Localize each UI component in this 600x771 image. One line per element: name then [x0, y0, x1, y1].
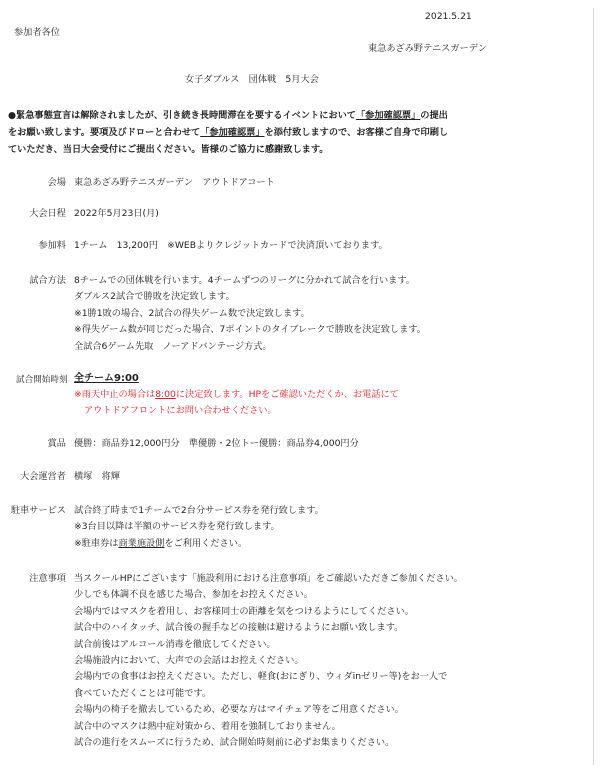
issue-date: 2021.5.21 [425, 11, 472, 22]
parking-line: 試合終了時まで1チームで2台分サービス券を発行致します。 [74, 505, 324, 516]
notes-list [74, 571, 463, 751]
note-item: 当スクールHPにございます「施設利用における注意事項」をご確認いただきご参加ください。 [74, 573, 463, 584]
prize-label: 賞品 [47, 438, 66, 449]
note-item: 少しでも体調不良を感じた場合、参加をお控えください。 [74, 589, 313, 601]
method-line: ※1勝1敗の場合、2試合の得失ゲーム数で決定致します。 [74, 307, 310, 319]
notice-line2-b: を添付致しますので、お客様ご自身で印刷し [264, 126, 449, 138]
method-line: ※得失ゲーム数が同じだった場合、7ポイントのタイブレークで勝敗を決定致します。 [74, 324, 426, 336]
method-line: 8チームでの団体戦を行います。4チームずつのリーグに分かれて試合を行います。 [74, 275, 415, 286]
venue-label: 会場 [47, 177, 66, 188]
parking-list [74, 503, 324, 552]
note-item: 会場施設内において、大声での会話はお控えください。 [74, 654, 304, 666]
note-item: 会場内の椅子を撤去しているため、必要な方はマイチェア等をご用意ください。 [74, 704, 404, 716]
start-time-value: 全チーム9:00 [74, 373, 139, 384]
event-date-value: 2022年5月23日(月) [74, 208, 159, 219]
document-title: 女子ダブルス 団体戦 5月大会 [185, 74, 319, 85]
method-list [74, 273, 426, 355]
method-label: 試合方法 [29, 275, 66, 286]
parking-line3-b: をご利用ください。 [164, 537, 248, 549]
fee-value: 1チーム 13,200円 ※WEBよりクレジットカードで決済頂いております。 [74, 240, 388, 251]
note-item: 試合前後はアルコール消毒を徹底してください。 [74, 638, 276, 650]
rain-notice-a: ※雨天中止の場合は [74, 389, 156, 400]
parking-line: ※3台目以降は半額のサービス券を発行致します。 [74, 521, 280, 533]
notes-label: 注意事項 [29, 573, 66, 584]
parking-line3-underline: 商業施設側 [118, 537, 165, 549]
fee-label: 参加料 [38, 240, 66, 251]
method-line: 全試合6ゲーム先取 ノーアドバンテージ方式。 [74, 340, 272, 352]
prize-value: 優勝：商品券12,000円分 準優勝・2位トー優勝：商品券4,000円分 [74, 438, 359, 449]
start-time-label: 試合開始時刻 [16, 375, 68, 385]
recipient: 参加者各位 [14, 27, 60, 38]
parking-label: 駐車サービス [10, 505, 66, 516]
note-item: 会場内での食事はお控えください。ただし、軽食(おにぎり、ウィダinゼリー等)をお一人で [74, 671, 448, 683]
organizer-label: 大会運営者 [20, 471, 66, 482]
rain-notice-b: に決定致します。HPをご確認いただくか、お電話にて [175, 389, 399, 400]
rain-notice-time: 8:00 [155, 389, 176, 400]
note-item: 会場内ではマスクを着用し、お客様同士の距離を気をつけるようにしてください。 [74, 605, 414, 617]
note-item: 食べていただくことは可能です。 [74, 687, 212, 699]
method-line: ダブルス2試合で勝敗を決定致します。 [74, 291, 235, 303]
page-edge [593, 8, 594, 765]
notice-line1-underline: 「参加確認票」 [355, 110, 421, 121]
note-item: 試合の進行をスムーズに行うため、試合開始時刻前に必ずお集まりください。 [74, 736, 395, 748]
event-date-label: 大会日程 [29, 208, 66, 219]
sender: 東急あざみ野テニスガーデン [368, 43, 487, 54]
rain-notice-c: アウトドアフロントにお問い合わせください。 [84, 405, 277, 417]
venue-value: 東急あざみ野テニスガーデン アウトドアコート [74, 177, 275, 188]
organizer-value: 横塚 将輝 [74, 471, 120, 482]
notice-line2-underline: 「参加確認票」 [200, 126, 265, 138]
notice-block [8, 107, 448, 157]
notice-line3: ていただき、当日大会受付にご提出ください。皆様のご協力に感謝致します。 [8, 143, 329, 155]
note-item: 試合中のハイタッチ、試合後の握手などの接触は避けるようにお願い致します。 [74, 622, 404, 634]
note-item: 試合中のマスクは熱中症対策から、着用を強制しておりません。 [74, 720, 341, 732]
notice-line1-a: ●緊急事態宣言は解除されましたが、引き続き長時間滞在を要するイベントにおいて [8, 110, 356, 121]
notice-line2-a: をお願い致します。要項及びドローと合わせて [8, 126, 201, 138]
notice-line1-b: の提出 [420, 110, 448, 121]
rain-notice [74, 387, 399, 420]
parking-line3-a: ※駐車券は [74, 537, 119, 549]
